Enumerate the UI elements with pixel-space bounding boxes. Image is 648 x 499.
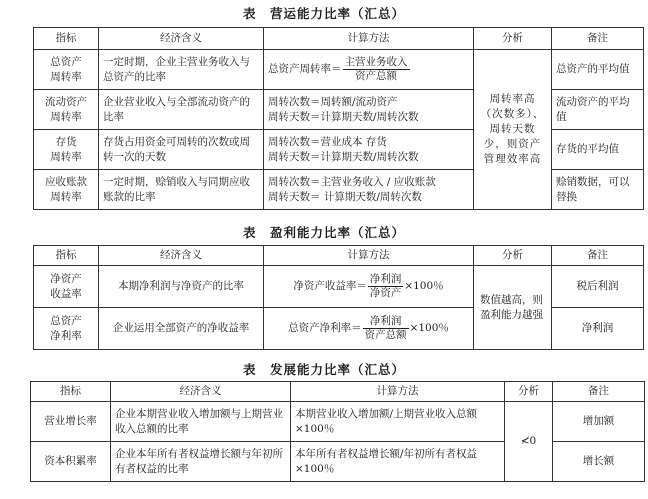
- meaning-cell: 一定时期，企业主营业务收入与总资产的比率: [99, 50, 264, 90]
- header-analysis: 分析: [474, 28, 552, 50]
- note-cell: 增加额: [553, 402, 645, 442]
- note-cell: 净利润: [552, 308, 644, 350]
- note-cell: 流动资产的平均值: [552, 90, 644, 130]
- formula-cell: [264, 266, 474, 308]
- indicator-cell: 总资产 周转率: [34, 50, 99, 90]
- fraction-denominator: 资产总额: [355, 70, 397, 82]
- analysis-cell: 周转率高（次数多）、周转天数少，则资产管理效率高: [474, 50, 552, 210]
- fraction: [363, 315, 409, 342]
- indicator-cell: 营业增长率: [31, 402, 111, 442]
- table-row: [34, 308, 644, 350]
- meaning-cell: 企业营业收入与全部流动资产的比率: [99, 90, 264, 130]
- meaning-cell: 企业本年所有者权益增长额与年初所有者权益的比率: [111, 442, 291, 482]
- operating-ratio-table: [33, 27, 644, 210]
- note-cell: 存货的平均值: [552, 130, 644, 170]
- fraction: [343, 56, 410, 83]
- header-method: 计算方法: [264, 28, 474, 50]
- meaning-cell: 企业运用全部资产的净收益率: [99, 308, 264, 350]
- header-note: 备注: [553, 382, 645, 402]
- table-row: [34, 130, 644, 170]
- growth-ratio-table: [30, 381, 645, 482]
- formula-cell: 周转次数＝营业成本 存货 周转天数＝计算期天数/周转次数: [264, 130, 474, 170]
- table1-title: 表 营运能力比率（汇总）: [242, 6, 405, 21]
- formula-left: 总资产周转率＝: [268, 63, 342, 75]
- fraction-numerator: 主营业务收入: [344, 56, 408, 68]
- table-row: [31, 402, 645, 442]
- header-method: 计算方法: [291, 382, 505, 402]
- table-row: [34, 50, 644, 90]
- formula-cell: 本年所有者权益增长额/年初所有者权益×100％: [291, 442, 505, 482]
- indicator-cell: 净资产 收益率: [34, 266, 99, 308]
- fraction: [368, 273, 404, 300]
- profitability-ratio-table: [33, 245, 644, 350]
- formula-left: 净资产收益率＝: [293, 280, 367, 292]
- meaning-cell: 一定时期，赊销收入与同期应收账款的比率: [99, 170, 264, 210]
- header-note: 备注: [552, 28, 644, 50]
- fraction-numerator: 净利润: [369, 273, 402, 285]
- note-cell: 总资产的平均值: [552, 50, 644, 90]
- formula-cell: 周转次数＝周转额/流动资产 周转天数＝计算期天数/周转次数: [264, 90, 474, 130]
- table-row: [34, 266, 644, 308]
- table-row: [31, 442, 645, 482]
- header-meaning: 经济含义: [99, 246, 264, 266]
- header-meaning: 经济含义: [111, 382, 291, 402]
- header-meaning: 经济含义: [99, 28, 264, 50]
- indicator-cell: 应收账款 周转率: [34, 170, 99, 210]
- header-method: 计算方法: [264, 246, 474, 266]
- header-analysis: 分析: [474, 246, 552, 266]
- note-cell: 税后利润: [552, 266, 644, 308]
- meaning-cell: 本期净利润与净资产的比率: [99, 266, 264, 308]
- fraction-denominator: 净资产: [369, 287, 402, 299]
- indicator-cell: 流动资产 周转率: [34, 90, 99, 130]
- analysis-cell: ≮0: [505, 402, 553, 482]
- note-cell: 增长额: [553, 442, 645, 482]
- formula-cell: [264, 50, 474, 90]
- header-analysis: 分析: [505, 382, 553, 402]
- fraction-denominator: 资产总额: [364, 329, 407, 341]
- formula-cell: 周转次数＝主营业务收入 / 应收账款 周转天数＝ 计算期天数/周转次数: [264, 170, 474, 210]
- table-row: [34, 90, 644, 130]
- indicator-cell: 资本积累率: [31, 442, 111, 482]
- formula-cell: 本期营业收入增加额/上期营业收入总额×100％: [291, 402, 505, 442]
- formula-cell: [264, 308, 474, 350]
- note-cell: 赊销数据，可以替换: [552, 170, 644, 210]
- formula-suffix: ×100％: [409, 322, 449, 334]
- header-indicator: 指标: [34, 246, 99, 266]
- formula-left: 总资产净利率＝: [288, 322, 362, 334]
- indicator-cell: 存货 周转率: [34, 130, 99, 170]
- indicator-cell: 总资产 净利率: [34, 308, 99, 350]
- meaning-cell: 存货占用资金可周转的次数或周转一次的天数: [99, 130, 264, 170]
- analysis-cell: 数值越高，则盈利能力越强: [474, 266, 552, 350]
- table3-title: 表 发展能力比率（汇总）: [242, 362, 405, 377]
- meaning-cell: 企业本期营业收入增加额与上期营业收入总额的比率: [111, 402, 291, 442]
- header-indicator: 指标: [31, 382, 111, 402]
- formula-suffix: ×100％: [404, 280, 444, 292]
- header-note: 备注: [552, 246, 644, 266]
- header-indicator: 指标: [34, 28, 99, 50]
- table-row: [34, 170, 644, 210]
- table2-title: 表 盈利能力比率（汇总）: [242, 225, 405, 240]
- fraction-numerator: 净利润: [363, 315, 409, 329]
